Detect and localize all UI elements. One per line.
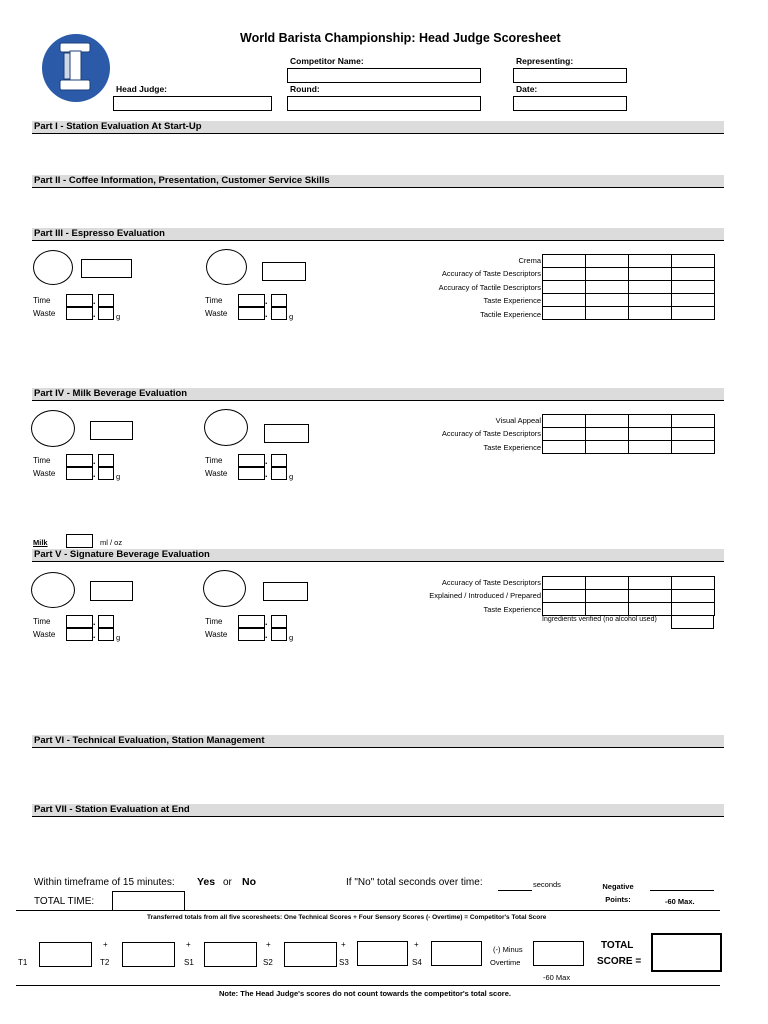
espresso-row-label: Crema <box>518 256 541 265</box>
espresso-waste-dot-1: . <box>93 309 96 319</box>
signature-waste-dot-1: . <box>93 630 96 640</box>
signature-cup-2-box[interactable] <box>263 582 308 601</box>
representing-label: Representing: <box>516 56 574 66</box>
s3-field[interactable] <box>357 941 408 966</box>
espresso-row-label: Accuracy of Tactile Descriptors <box>438 283 541 292</box>
negative-max: -60 Max. <box>665 897 695 906</box>
signature-waste-label-2: Waste <box>205 630 228 639</box>
milk-time-label-2: Time <box>205 456 223 465</box>
milk-waste-b-1[interactable] <box>98 467 114 480</box>
signature-row-label: Explained / Introduced / Prepared <box>429 591 541 600</box>
section-part1 <box>32 121 724 134</box>
total-score-label-1: TOTAL <box>601 940 634 951</box>
signature-row-label: Accuracy of Taste Descriptors <box>441 578 541 587</box>
signature-row-label: Taste Experience <box>483 605 541 614</box>
total-time-field[interactable] <box>112 891 185 911</box>
overtime-max: -60 Max <box>543 973 571 982</box>
s1-label: S1 <box>184 958 194 967</box>
espresso-time-dot-1: . <box>93 296 96 306</box>
page-title: World Barista Championship: Head Judge Scoresheet <box>240 31 561 45</box>
signature-time-sec-1[interactable] <box>98 615 114 628</box>
espresso-time-label-2: Time <box>205 296 223 305</box>
total-score-field[interactable] <box>651 933 722 972</box>
seconds-over-line[interactable] <box>498 890 532 891</box>
section-part5-title: Part V - Signature Beverage Evaluation <box>34 549 210 560</box>
section-part7-title: Part VII - Station Evaluation at End <box>34 804 190 815</box>
signature-cup-1-oval[interactable] <box>31 572 75 608</box>
competitor-name-field[interactable] <box>287 68 481 83</box>
minus-overtime-label-2: Overtime <box>490 958 521 967</box>
date-field[interactable] <box>513 96 627 111</box>
t2-field[interactable] <box>122 942 175 967</box>
t1-label: T1 <box>18 958 28 967</box>
espresso-time-sec-1[interactable] <box>98 294 114 307</box>
milk-waste-label-1: Waste <box>33 469 56 478</box>
espresso-cup-1-oval[interactable] <box>33 250 73 285</box>
section-part4 <box>32 388 724 401</box>
espresso-waste-label-1: Waste <box>33 309 56 318</box>
espresso-row-label: Taste Experience <box>483 296 541 305</box>
s4-label: S4 <box>412 958 422 967</box>
total-score-label-2: SCORE = <box>597 956 642 967</box>
plus-4: + <box>341 940 346 949</box>
footer-divider-1 <box>16 910 720 911</box>
espresso-grams-1: g <box>116 312 121 321</box>
head-judge-field[interactable] <box>113 96 272 111</box>
espresso-time-min-1[interactable] <box>66 294 93 307</box>
milk-quantity-field[interactable] <box>66 534 93 548</box>
milk-unit-label: ml / oz <box>100 538 123 547</box>
t1-field[interactable] <box>39 942 92 967</box>
espresso-score-grid[interactable] <box>542 254 715 320</box>
no-option[interactable]: No <box>242 876 256 888</box>
signature-waste-b-2[interactable] <box>271 628 287 641</box>
espresso-time-min-2[interactable] <box>238 294 265 307</box>
espresso-waste-label-2: Waste <box>205 309 228 318</box>
signature-waste-dot-2: . <box>265 630 268 640</box>
milk-time-dot-1: . <box>93 456 96 466</box>
signature-waste-label-1: Waste <box>33 630 56 639</box>
section-part2 <box>32 175 724 188</box>
signature-cup-1-box[interactable] <box>90 581 133 601</box>
total-time-label: TOTAL TIME: <box>34 896 95 907</box>
milk-waste-dot-1: . <box>93 469 96 479</box>
milk-waste-b-2[interactable] <box>271 467 287 480</box>
wbc-logo <box>40 33 112 103</box>
transferred-note: Transferred totals from all five scoresheets: One Technical Scores + Four Sensory Scores (- Overtime) = Competitor's Total Score <box>147 914 547 921</box>
espresso-waste-b-2[interactable] <box>271 307 287 320</box>
signature-time-min-1[interactable] <box>66 615 93 628</box>
section-part5 <box>32 549 724 562</box>
milk-time-label-1: Time <box>33 456 51 465</box>
signature-time-dot-2: . <box>265 617 268 627</box>
section-part7 <box>32 804 724 817</box>
plus-3: + <box>266 940 271 949</box>
signature-time-label-1: Time <box>33 617 51 626</box>
plus-2: + <box>186 940 191 949</box>
milk-time-sec-2[interactable] <box>271 454 287 467</box>
espresso-time-sec-2[interactable] <box>271 294 287 307</box>
espresso-waste-a-2[interactable] <box>238 307 265 320</box>
espresso-waste-b-1[interactable] <box>98 307 114 320</box>
espresso-row-label: Tactile Experience <box>480 310 541 319</box>
head-judge-label: Head Judge: <box>116 84 168 94</box>
s1-field[interactable] <box>204 942 257 967</box>
minus-overtime-label-1: (-) Minus <box>493 945 523 954</box>
round-label: Round: <box>290 84 320 94</box>
milk-waste-a-1[interactable] <box>66 467 93 480</box>
milk-cup-2-oval[interactable] <box>204 409 248 446</box>
signature-time-sec-2[interactable] <box>271 615 287 628</box>
s2-field[interactable] <box>284 942 337 967</box>
espresso-time-dot-2: . <box>265 296 268 306</box>
espresso-cup-2-oval[interactable] <box>206 249 247 285</box>
espresso-grams-2: g <box>289 312 294 321</box>
milk-grams-1: g <box>116 472 121 481</box>
overtime-field[interactable] <box>533 941 584 966</box>
milk-time-sec-1[interactable] <box>98 454 114 467</box>
s3-label: S3 <box>339 958 349 967</box>
signature-waste-a-1[interactable] <box>66 628 93 641</box>
signature-time-min-2[interactable] <box>238 615 265 628</box>
plus-1: + <box>103 940 108 949</box>
head-judge-note: Note: The Head Judge's scores do not count towards the competitor's total score. <box>219 989 511 998</box>
milk-cup-1-oval[interactable] <box>31 410 75 447</box>
espresso-waste-dot-2: . <box>265 309 268 319</box>
ingredients-note: Ingredients verified (no alcohol used) <box>542 616 657 623</box>
signature-time-dot-1: . <box>93 617 96 627</box>
milk-grams-2: g <box>289 472 294 481</box>
milk-waste-a-2[interactable] <box>238 467 265 480</box>
or-label: or <box>223 877 232 888</box>
milk-time-min-2[interactable] <box>238 454 265 467</box>
espresso-time-label-1: Time <box>33 296 51 305</box>
t2-label: T2 <box>100 958 110 967</box>
negative-points-line[interactable] <box>650 890 714 891</box>
representing-field[interactable] <box>513 68 627 83</box>
espresso-cup-1-box[interactable] <box>81 259 132 278</box>
milk-row-label: Taste Experience <box>483 443 541 452</box>
section-part6 <box>32 735 724 748</box>
plus-5: + <box>414 940 419 949</box>
milk-row-label: Visual Appeal <box>495 416 541 425</box>
milk-cup-2-box[interactable] <box>264 424 309 443</box>
signature-cup-2-oval[interactable] <box>203 570 246 607</box>
footer-divider-2 <box>16 985 720 986</box>
section-part2-title: Part II - Coffee Information, Presentation, Customer Service Skills <box>34 175 330 186</box>
signature-grams-2: g <box>289 633 294 642</box>
signature-waste-b-1[interactable] <box>98 628 114 641</box>
s2-label: S2 <box>263 958 273 967</box>
date-label: Date: <box>516 84 538 94</box>
milk-waste-label-2: Waste <box>205 469 228 478</box>
round-field[interactable] <box>287 96 481 111</box>
section-part6-title: Part VI - Technical Evaluation, Station Management <box>34 735 265 746</box>
milk-label: Milk <box>33 538 48 547</box>
ingredients-verified-box[interactable] <box>671 615 714 629</box>
milk-row-label: Accuracy of Taste Descriptors <box>441 429 541 438</box>
signature-score-grid[interactable] <box>542 576 715 616</box>
seconds-label: seconds <box>533 880 561 889</box>
signature-waste-a-2[interactable] <box>238 628 265 641</box>
timeframe-label: Within timeframe of 15 minutes: <box>34 877 175 888</box>
milk-time-min-1[interactable] <box>66 454 93 467</box>
espresso-row-label: Accuracy of Taste Descriptors <box>441 269 541 278</box>
competitor-name-label: Competitor Name: <box>290 56 364 66</box>
section-part3-title: Part III - Espresso Evaluation <box>34 228 165 239</box>
milk-time-dot-2: . <box>265 456 268 466</box>
section-part3 <box>32 228 724 241</box>
negative-points-label: Negative Points: <box>602 882 634 904</box>
milk-cup-1-box[interactable] <box>90 421 133 440</box>
section-part4-title: Part IV - Milk Beverage Evaluation <box>34 388 188 399</box>
espresso-cup-2-box[interactable] <box>262 262 306 281</box>
signature-time-label-2: Time <box>205 617 223 626</box>
s4-field[interactable] <box>431 941 482 966</box>
milk-score-grid[interactable] <box>542 414 715 454</box>
milk-waste-dot-2: . <box>265 469 268 479</box>
espresso-waste-a-1[interactable] <box>66 307 93 320</box>
signature-grams-1: g <box>116 633 121 642</box>
if-no-label: If "No" total seconds over time: <box>346 877 483 888</box>
section-part1-title: Part I - Station Evaluation At Start-Up <box>34 121 202 132</box>
yes-option[interactable]: Yes <box>197 876 216 888</box>
